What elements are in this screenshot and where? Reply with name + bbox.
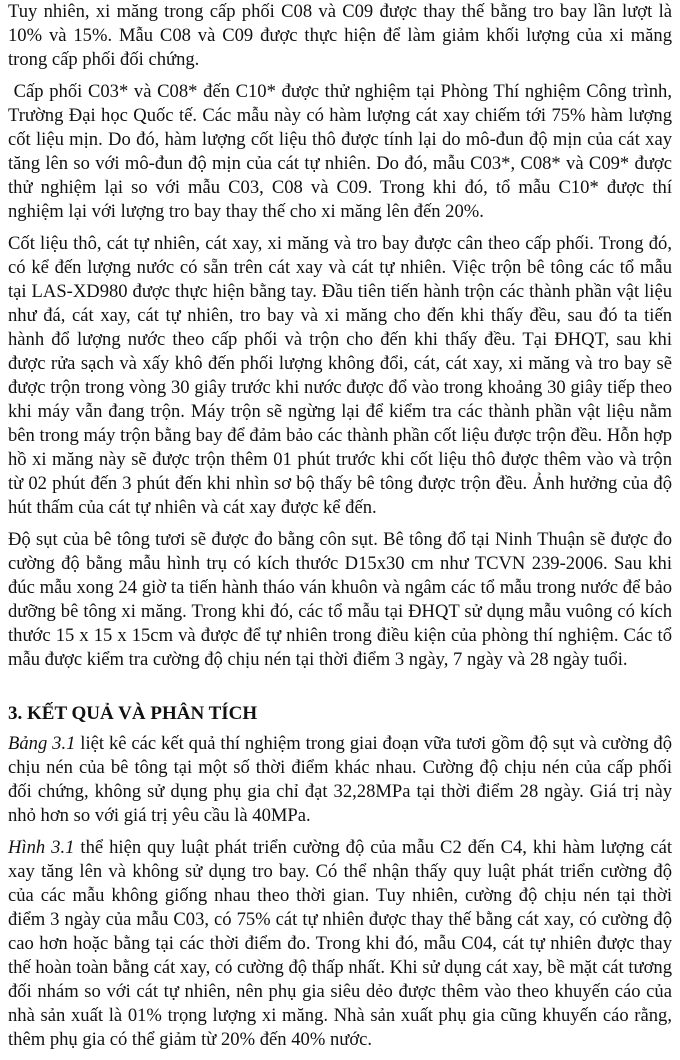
paragraph-slump-and-curing: Độ sụt của bê tông tươi sẽ được đo bằng côn sụt. Bê tông đổ tại Ninh Thuận sẽ được đo cường độ bằng mẫu hình trụ có kích thước D15x30 cm như TCVN 239-2006. Sau khi đúc mẫu xong 24 giờ ta tiến hành tháo ván khuôn và ngâm các tổ mẫu trong nước để bảo dưỡng bê tông xi măng. Trong khi đó, các tổ mẫu tại ĐHQT sử dụng mẫu vuông có kích thước 15 x 15 x 15cm và được để tự nhiên trong điều kiện của phòng thí nghiệm. Các tổ mẫu được kiểm tra cường độ chịu nén tại thời điểm 3 ngày, 7 ngày và 28 ngày tuổi. [8, 529, 672, 670]
paragraph-table-3-1-results [8, 732, 672, 828]
paragraph-figure-3-1-strength [8, 836, 672, 1052]
figure-reference: Hình 3.1 [8, 837, 75, 858]
section-heading-results: 3. KẾT QUẢ VÀ PHÂN TÍCH [8, 703, 258, 724]
paragraph-mixing-procedure: Cốt liệu thô, cát tự nhiên, cát xay, xi măng và tro bay được cân theo cấp phối. Trong đó, có kể đến lượng nước có sẵn trên cát xay và cát tự nhiên. Việc trộn bê tông các tổ mẫu tại LAS-XD980 được thực hiện bằng tay. Đầu tiên tiến hành trộn các thành phần vật liệu như đá, cát xay, cát tự nhiên, tro bay và xi măng cho đến khi thấy đều, sau đó ta tiến hành đổ lượng nước theo cấp phối và trộn cho đến khi thấy đều. Tại ĐHQT, sau khi được rửa sạch và xấy khô đến phối lượng không đổi, cát, cát xay, xi măng và tro bay sẽ được trộn trong vòng 30 giây trước khi nước được đổ vào trong khoảng 30 giây tiếp theo khi máy vẫn đang trộn. Máy trộn sẽ ngừng lại để kiểm tra các thành phần vật liệu nằm bên trong máy trộn bằng bay để đảm bảo các thành phần cốt liệu được trộn đều. Hỗn hợp hồ xi măng này sẽ được trộn thêm 01 phút trước khi cốt liệu thô được thêm vào và trộn từ 02 phút đến 3 phút đến khi nhìn sơ bộ thấy bê tông được trộn đều. Ảnh hưởng của độ hút thấm của cát tự nhiên và cát xay được kể đến. [8, 233, 672, 518]
table-reference: Bảng 3.1 [8, 733, 76, 754]
paragraph-fly-ash-replacement: Tuy nhiên, xi măng trong cấp phối C08 và C09 được thay thế bằng tro bay lần lượt là 10% và 15%. Mẫu C08 và C09 được thực hiện để làm giảm khối lượng của xi măng trong cấp phối đối chứng. [8, 1, 672, 70]
paragraph-iu-lab-testing: Cấp phối C03* và C08* đến C10* được thử nghiệm tại Phòng Thí nghiệm Công trình, Trường Đại học Quốc tế. Các mẫu này có hàm lượng cát xay chiếm tới 75% hàm lượng cốt liệu mịn. Do đó, hàm lượng cốt liệu thô được tính lại do mô-đun độ mịn của cát xay tăng lên so với mô-đun độ mịn của cát tự nhiên. Do đó, mẫu C03*, C08* và C09* được thử nghiệm lại so với mẫu C03, C08 và C09. Trong khi đó, tổ mẫu C10* được thí nghiệm lại với lượng tro bay thay thế cho xi măng lên đến 20%. [8, 81, 672, 222]
document-page [8, 0, 672, 1060]
paragraph-text: thể hiện quy luật phát triển cường độ của mẫu C2 đến C4, khi hàm lượng cát xay tăng lên và không sử dụng tro bay. Có thể nhận thấy quy luật phát triển cường độ của các mẫu không giống nhau theo thời gian. Tuy nhiên, cường độ chịu nén tại thời điểm 3 ngày của mẫu C03, có 75% cát tự nhiên được thay thế bằng cát xay, có cường độ cao hơn hoặc bằng tại các thời điểm đo. Trong khi đó, mẫu C04, cát tự nhiên được thay thế hoàn toàn bằng cát xay, có cường độ thấp nhất. Khi sử dụng cát xay, bề mặt cát tương đối nhám so với cát tự nhiên, nên phụ gia siêu dẻo được thêm vào theo khuyến cáo của nhà sản xuất là 01% trọng lượng xi măng. Nhà sản xuất phụ gia cũng khuyến cáo rằng, thêm phụ gia có thể giảm từ 20% đến 40% nước. [8, 837, 673, 1050]
paragraph-text: liệt kê các kết quả thí nghiệm trong giai đoạn vữa tươi gồm độ sụt và cường độ chịu nén của bê tông tại một số thời điểm khác nhau. Cường độ chịu nén của cấp phối đối chứng, không sử dụng phụ gia chỉ đạt 32,28MPa tại thời điểm 28 ngày. Giá trị này nhỏ hơn so với giá trị yêu cầu là 40MPa. [8, 733, 672, 826]
